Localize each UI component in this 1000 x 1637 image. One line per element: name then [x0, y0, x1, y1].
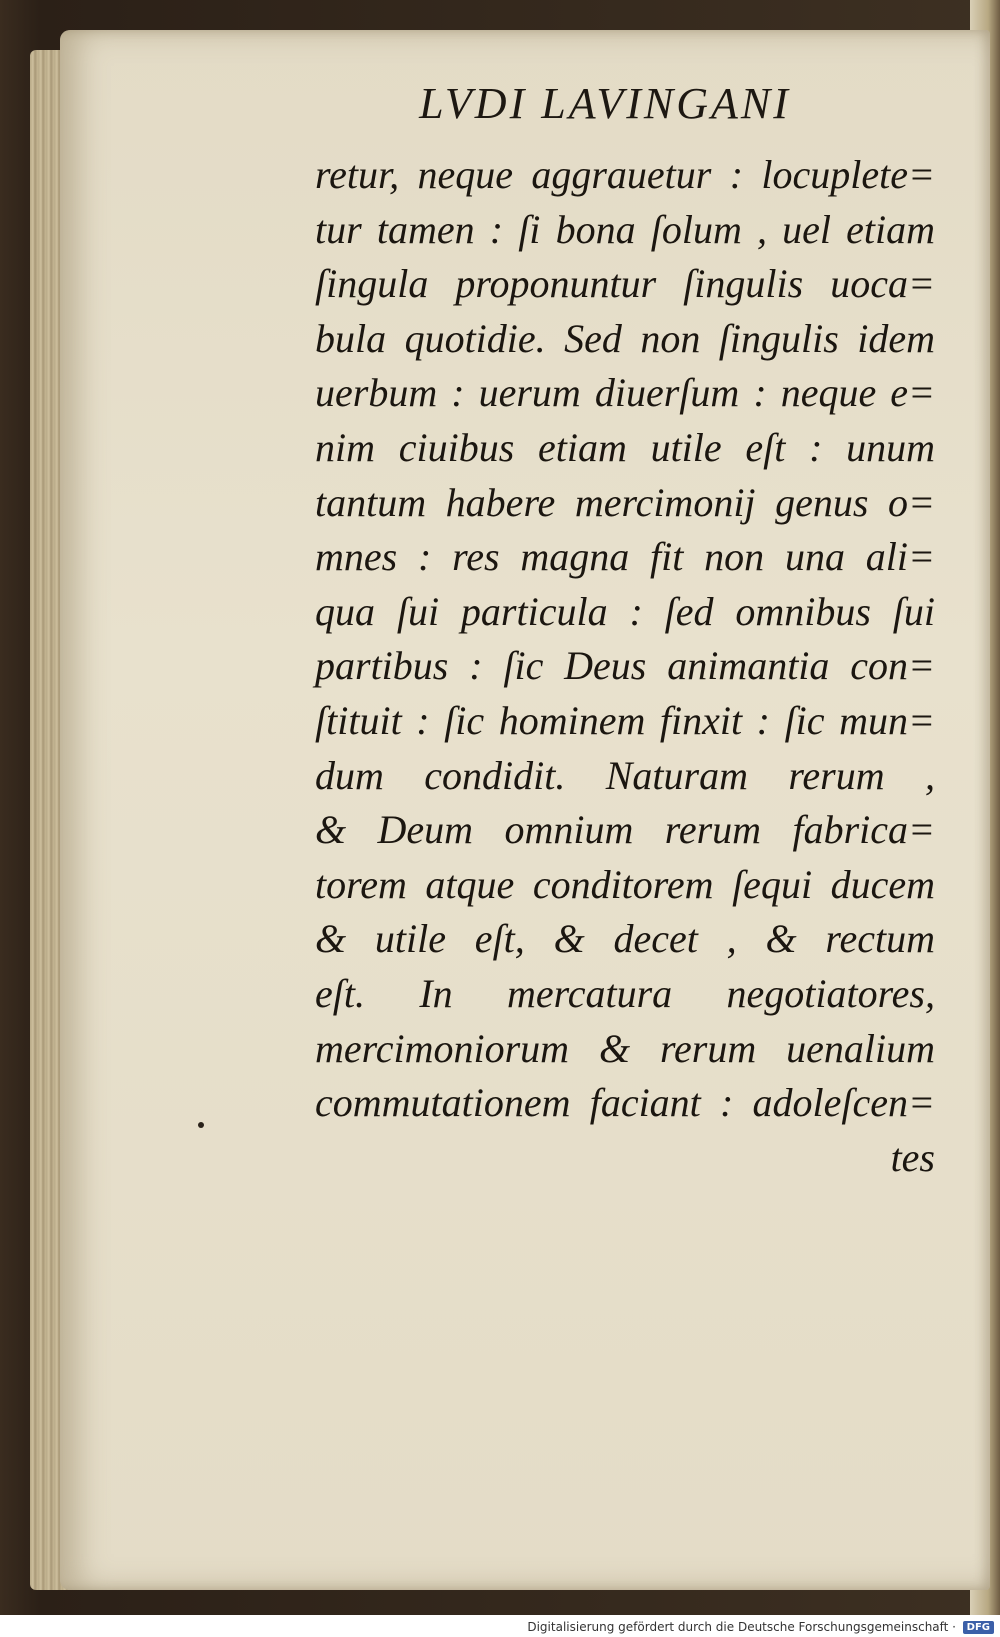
body-text [315, 148, 935, 1185]
text-line: eſt. In mercatura negotiatores, [315, 970, 935, 1016]
margin-mark [198, 1122, 204, 1128]
text-line: nim ciuibus etiam utile eſt : unum [315, 424, 935, 470]
text-line: ſingula proponuntur ſingulis uoca= [315, 261, 935, 307]
text-line: tur tamen : ſi bona ſolum , uel etiam [315, 206, 935, 252]
text-line: tantum habere mercimonij genus o= [315, 479, 935, 525]
text-line: mercimoniorum & rerum uenalium [315, 1025, 935, 1071]
running-head: LVDI LAVINGANI [419, 79, 791, 128]
text-line: mnes : res magna fit non una ali= [315, 534, 935, 580]
text-line: ſtituit : ſic hominem finxit : ſic mun= [315, 697, 935, 743]
dfg-logo: DFG [963, 1621, 994, 1634]
text-line: qua ſui particula : ſed omnibus ſui [315, 588, 935, 634]
text-line: uerbum : uerum diuerſum : neque e= [315, 370, 935, 416]
text-line: & Deum omnium rerum fabrica= [315, 807, 935, 853]
text-line: & utile eſt, & decet , & rectum [315, 916, 935, 962]
catchword: tes [890, 1134, 935, 1180]
text-line: dum condidit. Naturam rerum , [315, 752, 935, 798]
text-line: retur, neque aggrauetur : locuplete= [315, 152, 935, 197]
text-line: commutationem faciant : adoleſcen= [315, 1080, 935, 1126]
digitization-credit: Digitalisierung gefördert durch die Deutsche Forschungsgemeinschaft · [527, 1620, 956, 1634]
text-line: bula quotidie. Sed non ſingulis idem [315, 315, 935, 361]
text-line: partibus : ſic Deus animantia con= [315, 643, 935, 689]
text-line: torem atque conditorem ſequi ducem [315, 861, 935, 907]
